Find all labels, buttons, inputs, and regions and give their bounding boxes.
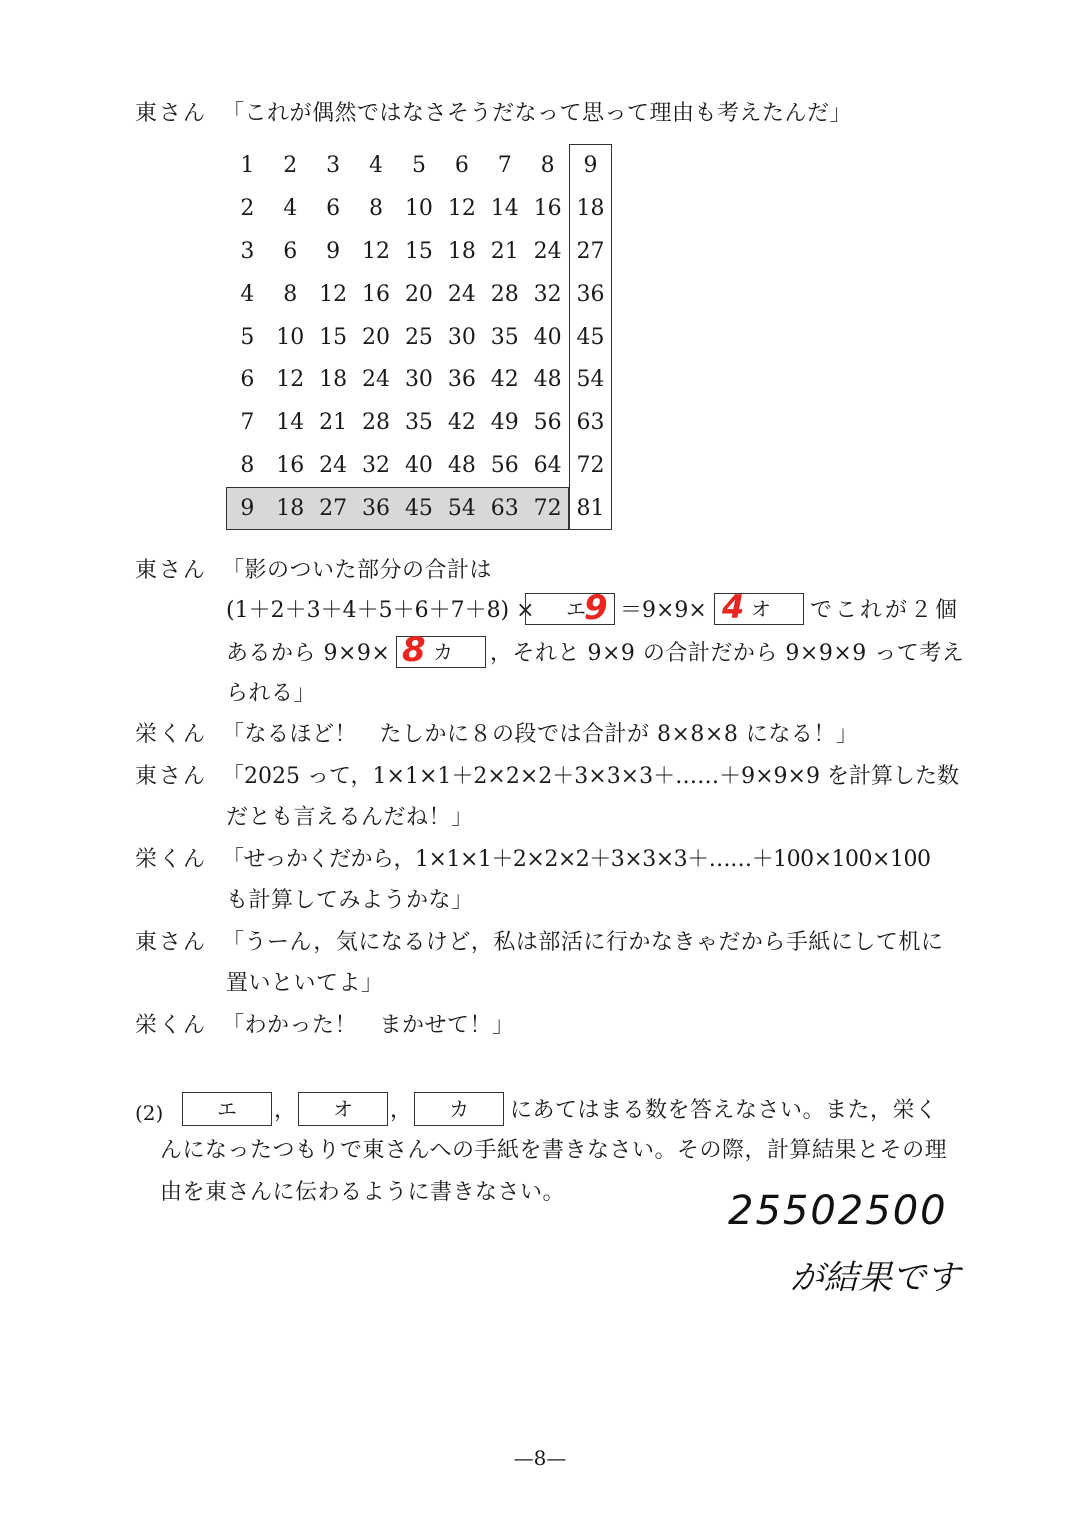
handwritten-result: 25502500	[728, 1188, 948, 1234]
table-cell: 32	[362, 453, 391, 479]
blank-label: エ	[566, 597, 586, 621]
dialogue-text: も計算してみようかな」	[226, 888, 474, 913]
separator: ，	[274, 1098, 297, 1123]
speaker-label: 栄くん	[135, 722, 208, 747]
table-cell: 6	[283, 238, 298, 264]
table-cell: 3	[326, 153, 341, 178]
question-blank-o: オ	[298, 1092, 388, 1126]
table-cell: 9	[240, 496, 255, 522]
table-cell: 63	[490, 496, 519, 522]
table-cell: 12	[276, 367, 305, 393]
table-cell: 18	[576, 195, 605, 221]
separator: ，	[390, 1098, 413, 1123]
table-cell: 45	[576, 324, 605, 350]
table-cell: 10	[276, 324, 305, 350]
table-cell: 48	[447, 453, 476, 479]
speaker-label: 東さん	[135, 558, 208, 583]
table-cell: 36	[576, 281, 605, 307]
table-cell: 72	[576, 453, 605, 479]
table-cell: 14	[276, 410, 305, 436]
table-cell: 9	[326, 238, 341, 264]
table-cell: 16	[533, 195, 562, 221]
table-cell: 7	[240, 410, 255, 436]
dialogue-text: 「影のついた部分の合計は	[222, 558, 493, 583]
table-cell: 2	[240, 195, 255, 221]
table-cell: 40	[533, 324, 562, 350]
blank-label: オ	[751, 597, 771, 621]
equation-line3: ，それと 9×9 の合計だから 9×9×9 って考え	[490, 641, 965, 666]
table-cell: 6	[240, 367, 255, 393]
table-cell: 5	[240, 324, 255, 350]
speaker-label: 東さん	[135, 764, 208, 789]
question-text: にあてはまる数を答えなさい。また，栄く	[510, 1098, 938, 1123]
table-cell: 36	[447, 367, 476, 393]
table-cell: 36	[362, 496, 391, 522]
table-cell: 6	[326, 195, 341, 221]
table-cell: 24	[319, 453, 348, 479]
table-cell: 24	[362, 367, 391, 393]
table-cell: 27	[576, 238, 605, 264]
page-number: —8—	[513, 1446, 567, 1470]
table-cell: 24	[447, 281, 476, 307]
table-cell: 42	[447, 410, 476, 436]
question-blank-ka: カ	[414, 1092, 504, 1126]
handwritten-result-note: が結果です	[790, 1258, 960, 1298]
dialogue-text: られる」	[226, 681, 317, 706]
dialogue-text: だとも言えるんだね！」	[226, 805, 474, 830]
table-cell: 20	[362, 324, 391, 350]
table-cell: 56	[490, 453, 519, 479]
table-cell: 18	[276, 496, 305, 522]
table-cell: 2	[283, 153, 298, 178]
table-cell: 12	[319, 281, 348, 307]
table-cell: 14	[490, 195, 519, 221]
dialogue-text: 「2025 って，1×1×1＋2×2×2＋3×3×3＋……＋9×9×9 を計算した数	[222, 764, 959, 789]
table-cell: 30	[404, 367, 433, 393]
dialogue-text: 置いといてよ」	[226, 971, 384, 996]
table-cell: 8	[283, 281, 298, 307]
speaker-label: 東さん	[135, 101, 208, 126]
table-cell: 12	[447, 195, 476, 221]
table-cell: 64	[533, 453, 562, 479]
table-cell: 6	[454, 153, 469, 178]
table-cell: 8	[540, 153, 555, 178]
table-cell: 21	[319, 410, 348, 436]
speaker-label: 栄くん	[135, 1013, 208, 1038]
table-cell: 18	[319, 367, 348, 393]
equation-suffix: でこれが２個	[810, 598, 961, 623]
table-cell: 81	[576, 496, 605, 522]
table-cell: 54	[576, 367, 605, 393]
table-cell: 25	[404, 324, 433, 350]
table-cell: 27	[319, 496, 348, 522]
table-cell: 45	[404, 496, 433, 522]
dialogue-text: 「わかった！ まかせて！」	[222, 1013, 515, 1038]
equation-prefix: (1＋2＋3＋4＋5＋6＋7＋8) ×	[226, 598, 535, 623]
table-cell: 4	[283, 195, 298, 221]
table-cell: 40	[404, 453, 433, 479]
speaker-label: 東さん	[135, 930, 208, 955]
table-cell: 4	[369, 153, 384, 178]
handwritten-answer-e: 9	[584, 588, 608, 628]
dialogue-text: 「うーん，気になるけど，私は部活に行かなきゃだから手紙にして机に	[222, 930, 944, 955]
multiplication-table	[226, 144, 612, 530]
table-cell: 63	[576, 410, 605, 436]
dialogue-text: 「なるほど！ たしかに８の段では合計が 8×8×8 になる！」	[222, 722, 859, 747]
table-cell: 16	[362, 281, 391, 307]
table-cell: 49	[490, 410, 519, 436]
table-cell: 3	[240, 238, 255, 264]
dialogue-text: 「これが偶然ではなさそうだなって思って理由も考えたんだ」	[222, 101, 853, 126]
dialogue-text: 「せっかくだから，1×1×1＋2×2×2＋3×3×3＋……＋100×100×100	[222, 847, 931, 872]
question-blank-e: エ	[182, 1092, 272, 1126]
table-cell: 8	[369, 195, 384, 221]
table-cell: 30	[447, 324, 476, 350]
question-number: (2)	[135, 1101, 164, 1125]
blank-label: カ	[433, 640, 453, 664]
table-cell: 48	[533, 367, 562, 393]
table-cell: 8	[240, 453, 255, 479]
table-cell: 28	[362, 410, 391, 436]
table-cell: 42	[490, 367, 519, 393]
table-cell: 35	[404, 410, 433, 436]
table-cell: 12	[362, 238, 391, 264]
question-text: 由を東さんに伝わるように書きなさい。	[160, 1180, 566, 1205]
handwritten-answer-ka: 8	[402, 630, 426, 670]
handwritten-answer-o: 4	[722, 588, 745, 626]
table-cell: 21	[490, 238, 519, 264]
table-cell: 16	[276, 453, 305, 479]
table-cell: 35	[490, 324, 519, 350]
dialogue-text: あるから 9×9×	[226, 641, 391, 666]
speaker-label: 栄くん	[135, 847, 208, 872]
table-cell: 15	[319, 324, 348, 350]
table-cell: 72	[533, 496, 562, 522]
equation-mid: ＝9×9×	[620, 598, 707, 623]
table-cell: 54	[447, 496, 476, 522]
table-cell: 1	[240, 153, 255, 178]
table-cell: 56	[533, 410, 562, 436]
table-cell: 10	[404, 195, 433, 221]
table-cell: 5	[411, 153, 426, 178]
table-cell: 32	[533, 281, 562, 307]
table-cell: 9	[583, 153, 598, 178]
table-cell: 20	[404, 281, 433, 307]
table-cell: 24	[533, 238, 562, 264]
table-cell: 4	[240, 281, 255, 307]
table-cell: 7	[497, 153, 512, 178]
table-cell: 18	[447, 238, 476, 264]
question-text: んになったつもりで東さんへの手紙を書きなさい。その際，計算結果とその理	[160, 1138, 948, 1163]
table-cell: 15	[404, 238, 433, 264]
table-cell: 28	[490, 281, 519, 307]
